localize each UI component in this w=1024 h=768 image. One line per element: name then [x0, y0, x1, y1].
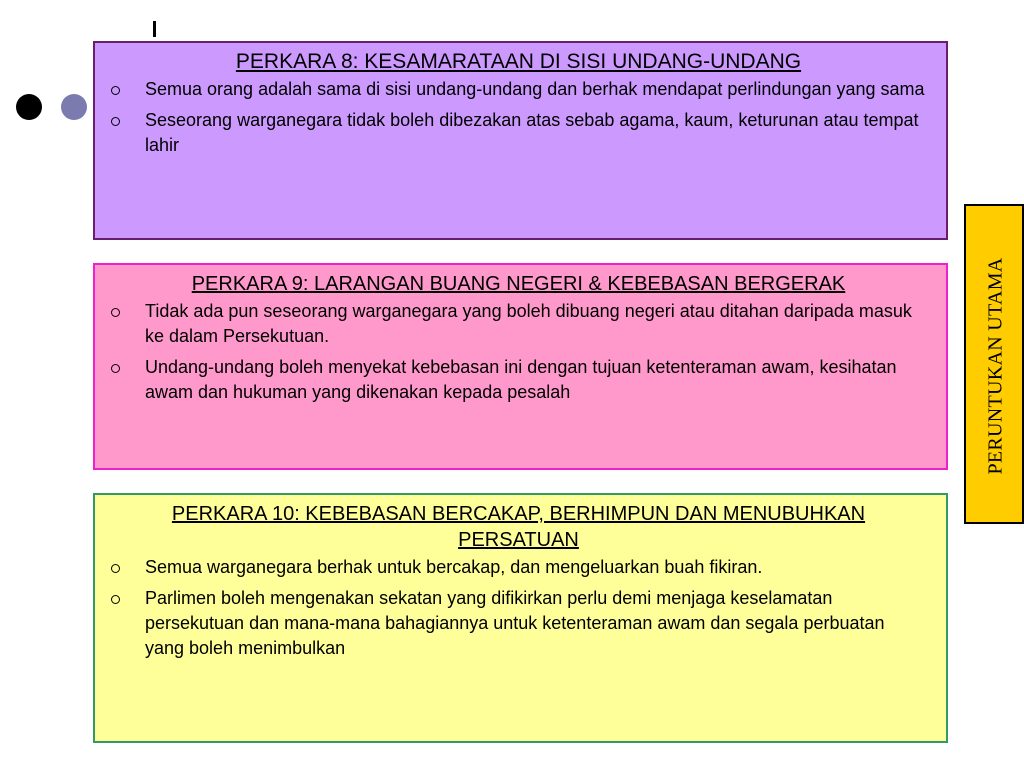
point-text: Semua orang adalah sama di sisi undang-undang dan berhak mendapat perlindungan yang sama: [145, 79, 925, 99]
point-text: Parlimen boleh mengenakan sekatan yang difikirkan perlu demi menjaga keselamatan persekutuan dan mana-mana bahagiannya untuk ketenteraman awam dan segala perbuatan yang boleh menimbulkan: [145, 588, 885, 658]
perkara-10-title: PERKARA 10: KEBEBASAN BERCAKAP, BERHIMPUN DAN MENUBUHKAN PERSATUAN: [171, 503, 866, 551]
perkara-9-box: [93, 263, 948, 470]
perkara-10-box: [93, 493, 948, 743]
side-label-box: [964, 204, 1024, 524]
list-item: [109, 299, 928, 349]
perkara-9-points: [109, 299, 928, 405]
point-text: Tidak ada pun seseorang warganegara yang boleh dibuang negeri atau ditahan daripada masuk ke dalam Persekutuan.: [145, 301, 912, 346]
perkara-10-points: [109, 555, 928, 661]
list-item: [109, 108, 928, 158]
circle-bullet-icon: [111, 364, 120, 373]
perkara-8-title: PERKARA 8: KESAMARATAAN DI SISI UNDANG-UNDANG: [235, 50, 802, 73]
list-item: [109, 77, 928, 102]
decorative-tick: [153, 21, 156, 37]
side-label-text: PERUNTUKAN UTAMA: [984, 257, 1007, 475]
list-item: [109, 355, 928, 405]
circle-bullet-icon: [111, 308, 120, 317]
point-text: Seseorang warganegara tidak boleh dibezakan atas sebab agama, kaum, keturunan atau tempat lahir: [145, 110, 919, 155]
perkara-8-box: [93, 41, 948, 240]
point-text: Undang-undang boleh menyekat kebebasan ini dengan tujuan ketenteraman awam, kesihatan awam dan hukuman yang dikenakan kepada pesalah: [145, 357, 897, 402]
list-item: [109, 555, 928, 580]
circle-bullet-icon: [111, 86, 120, 95]
point-text: Semua warganegara berhak untuk bercakap, dan mengeluarkan buah fikiran.: [145, 557, 763, 577]
circle-bullet-icon: [111, 595, 120, 604]
black-bullet-dot: [16, 94, 42, 120]
list-item: [109, 586, 928, 661]
circle-bullet-icon: [111, 564, 120, 573]
circle-bullet-icon: [111, 117, 120, 126]
purple-bullet-dot: [61, 94, 87, 120]
perkara-9-title: PERKARA 9: LARANGAN BUANG NEGERI & KEBEBASAN BERGERAK: [191, 273, 846, 295]
perkara-8-points: [109, 77, 928, 158]
